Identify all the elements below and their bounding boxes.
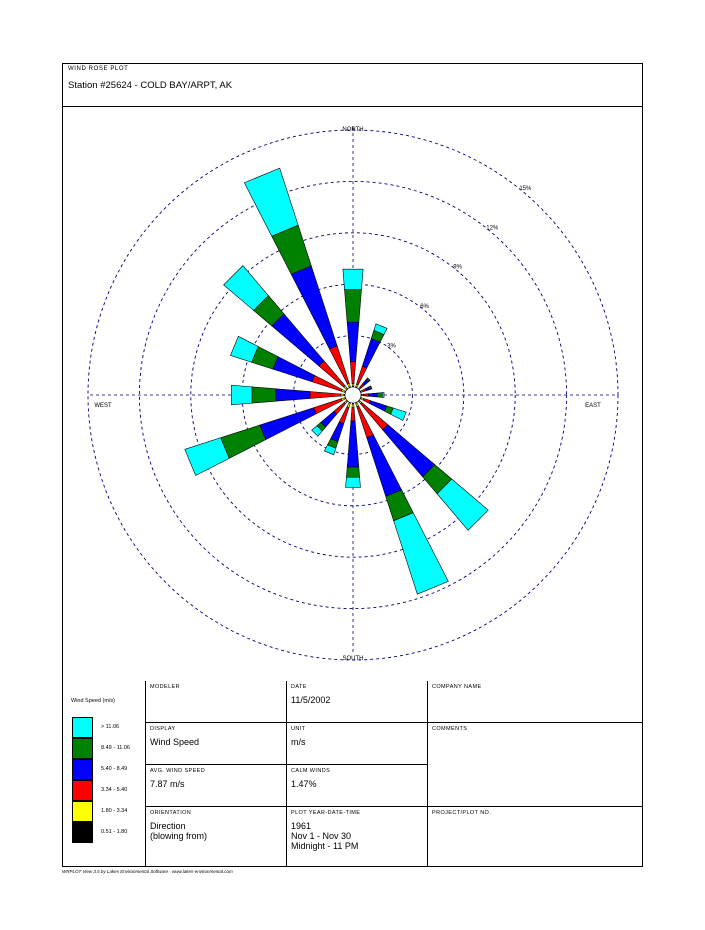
petal-90-bin-2 — [364, 394, 369, 397]
petal-180-bin-1 — [352, 404, 354, 407]
ring-label-6: 6% — [420, 304, 429, 311]
petal-292.5-bin-3 — [273, 357, 315, 382]
plot-frame — [62, 63, 643, 867]
display-cell — [146, 723, 287, 765]
company-label: COMPANY NAME — [432, 684, 482, 690]
modeler-cell — [146, 681, 287, 723]
petal-90-bin-3 — [369, 393, 378, 397]
petal-337.5-bin-5 — [244, 168, 298, 236]
calm-winds-value: 1.47% — [291, 779, 317, 789]
legend-label-4: 1.80 - 3.34 — [101, 808, 128, 814]
station-name: Station #25624 - COLD BAY/ARPT, AK — [68, 80, 233, 91]
legend-swatch-5 — [72, 822, 93, 843]
orientation-line1: Direction — [150, 821, 186, 831]
compass-south: SOUTH — [342, 656, 364, 662]
footer-credit: WRPLOT View 3.5 by Lakes Environmental Software - www.lakes-environmental.com — [62, 869, 233, 874]
avg-speed-value: 7.87 m/s — [150, 779, 185, 789]
petal-90-bin-5 — [382, 393, 384, 398]
petal-180-bin-3 — [347, 421, 359, 467]
orientation-label: ORIENTATION — [150, 810, 192, 816]
petal-270-bin-2 — [310, 392, 341, 399]
legend-swatch-4 — [72, 801, 93, 822]
date-cell — [287, 681, 428, 723]
petal-0-bin-1 — [352, 384, 354, 387]
legend-label-2: 5.40 - 8.49 — [101, 766, 128, 772]
unit-value: m/s — [291, 737, 306, 747]
modeler-label: MODELER — [150, 684, 180, 690]
petal-180-bin-2 — [351, 407, 355, 421]
petal-0-bin-3 — [347, 322, 359, 361]
date-label: DATE — [291, 684, 307, 690]
avg-speed-cell — [146, 765, 287, 807]
plot-year-label: PLOT YEAR-DATE-TIME — [291, 810, 361, 816]
legend-title: Wind Speed (m/s) — [71, 698, 116, 704]
ring-label-9: 9% — [453, 264, 462, 271]
ring-label-12: 12% — [486, 225, 499, 232]
calm-circle — [345, 387, 361, 403]
legend-label-3: 3.34 - 5.40 — [101, 787, 128, 793]
petal-22.5-bin-3 — [362, 338, 380, 368]
legend-swatch-0 — [72, 717, 93, 738]
plot-year-line3: Midnight - 11 PM — [291, 841, 359, 851]
project-cell — [428, 807, 642, 866]
orientation-cell — [146, 807, 287, 866]
calm-winds-label: CALM WINDS — [291, 768, 331, 774]
petal-112.5-bin-5 — [391, 408, 407, 421]
unit-label: UNIT — [291, 726, 306, 732]
plot-title: WIND ROSE PLOT — [68, 66, 129, 72]
petal-270-bin-4 — [252, 387, 276, 403]
petal-247.5-bin-5 — [185, 438, 229, 476]
display-label: DISPLAY — [150, 726, 176, 732]
ring-label-15: 15% — [519, 185, 532, 192]
petal-157.5-bin-5 — [394, 513, 449, 594]
orientation-line2: (blowing from) — [150, 831, 208, 841]
unit-cell — [287, 723, 428, 765]
petal-270-bin-5 — [231, 385, 251, 405]
plot-year-line1: 1961 — [291, 821, 312, 831]
compass-east: EAST — [585, 403, 601, 409]
petal-90-bin-4 — [377, 393, 382, 398]
display-value: Wind Speed — [150, 737, 200, 747]
comments-label: COMMENTS — [432, 726, 468, 732]
petal-270-bin-3 — [276, 389, 310, 401]
plot-year-cell — [287, 807, 428, 866]
petal-247.5-bin-3 — [260, 408, 316, 440]
legend-swatch-2 — [72, 759, 93, 780]
wind-rose-chart — [63, 107, 642, 681]
petal-337.5-bin-2 — [329, 346, 349, 384]
petal-0-bin-4 — [345, 290, 362, 322]
legend-label-5: 0.51 - 1.80 — [101, 829, 128, 835]
avg-speed-label: AVG. WIND SPEED — [150, 768, 206, 774]
date-value: 11/5/2002 — [291, 695, 331, 705]
project-label: PROJECT/PLOT NO. — [432, 810, 492, 816]
legend-swatch-1 — [72, 738, 93, 759]
petal-202.5-bin-3 — [331, 422, 344, 442]
company-cell — [428, 681, 642, 723]
plot-year-line2: Nov 1 - Nov 30 — [291, 831, 352, 841]
legend-panel — [63, 681, 146, 866]
info-table — [63, 681, 642, 866]
petal-0-bin-2 — [350, 361, 355, 383]
petal-0-bin-5 — [343, 269, 363, 289]
legend-label-0: > 11.06 — [101, 724, 120, 730]
legend-swatch-3 — [72, 780, 93, 801]
calm-winds-cell — [287, 765, 428, 807]
plot-header — [63, 64, 642, 107]
compass-north: NORTH — [342, 127, 364, 133]
legend-label-1: 8.49 - 11.06 — [101, 745, 130, 751]
petal-270-bin-1 — [341, 394, 344, 396]
petal-112.5-bin-3 — [369, 401, 386, 412]
compass-west: WEST — [94, 403, 112, 409]
ring-label-3: 3% — [387, 343, 396, 350]
petal-180-bin-5 — [346, 477, 361, 487]
petal-135-bin-5 — [437, 479, 488, 530]
petal-180-bin-4 — [346, 467, 359, 477]
comments-cell — [428, 723, 642, 807]
